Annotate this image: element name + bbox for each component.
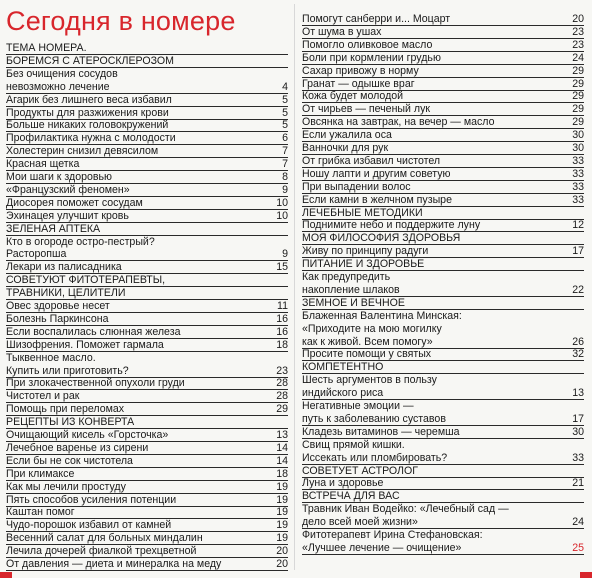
entry-title: «Лучшее лечение — очищение» (302, 541, 462, 554)
toc-entry[interactable] (6, 339, 288, 353)
page-number: 10 (276, 209, 288, 222)
toc-entry[interactable] (6, 494, 288, 508)
toc-entry[interactable] (302, 426, 584, 440)
entry-title: Живу по принципу радуги (302, 245, 429, 258)
entry-title: От чирьев — печеный лук (302, 103, 431, 116)
entry-title: Агарик без лишнего веса избавил (6, 93, 172, 106)
page-number: 24 (572, 51, 584, 64)
page-number: 12 (572, 219, 584, 232)
toc-entry[interactable] (302, 181, 584, 195)
entry-title-line: Кто в огороде остро-пестрый? (6, 235, 155, 248)
page-number: 19 (276, 480, 288, 493)
section-heading: ТРАВНИКИ, ЦЕЛИТЕЛИ (6, 287, 288, 301)
entry-title: От шума в ушах (302, 25, 382, 38)
toc-entry[interactable] (6, 107, 288, 121)
page-number: 29 (572, 116, 584, 129)
page-number: 20 (276, 545, 288, 558)
toc-entry[interactable] (302, 387, 584, 401)
toc-entry[interactable] (302, 194, 584, 208)
page-number: 14 (276, 441, 288, 454)
entry-title-line: Негативные эмоции — (302, 400, 414, 412)
toc-entry[interactable] (302, 336, 584, 350)
page-number: 10 (276, 196, 288, 209)
entry-title: Ванночки для рук (302, 142, 389, 154)
page-number: 9 (282, 248, 288, 261)
page-number: 13 (572, 387, 584, 400)
page-number: 33 (572, 180, 584, 193)
page-number: 29 (572, 90, 584, 103)
page-number: 23 (276, 364, 288, 377)
toc-entry[interactable] (6, 81, 288, 95)
page-number: 23 (572, 38, 584, 51)
entry-title: Продукты для разжижения крови (6, 106, 169, 119)
entry-title: При климаксе (6, 467, 75, 480)
toc-entry[interactable] (302, 245, 584, 259)
toc-entry[interactable] (302, 39, 584, 53)
page-number: 23 (572, 25, 584, 38)
entry-title: Эхинацея улучшит кровь (6, 209, 129, 222)
toc-entry[interactable] (6, 171, 288, 185)
page-number: 11 (277, 300, 288, 312)
toc-entry[interactable] (6, 506, 288, 520)
section-heading: ЗЕЛЕНАЯ АПТЕКА (6, 223, 288, 237)
corner-accent-right (580, 572, 592, 578)
entry-title-line: Шесть аргументов в пользу (302, 374, 437, 387)
page-number: 9 (282, 183, 288, 196)
toc-entry[interactable] (6, 94, 288, 108)
page-number: 33 (572, 167, 584, 180)
entry-title: как к живой. Всем помогу» (302, 335, 433, 348)
toc-entry[interactable] (6, 210, 288, 224)
entry-title: От грибка избавил чистотел (302, 154, 441, 167)
page-number: 30 (572, 129, 584, 142)
page-number: 20 (276, 558, 288, 570)
entry-title-line: Блаженная Валентина Минская: (302, 309, 462, 322)
entry-title: Лекари из палисадника (6, 261, 122, 274)
page-number: 7 (282, 158, 288, 171)
page-number: 29 (276, 403, 288, 416)
entry-title: Лечила дочерей фиалкой трехцветной (6, 545, 197, 558)
page-number: 21 (572, 477, 584, 490)
toc-entry[interactable] (302, 90, 584, 104)
page-number: 22 (572, 283, 584, 296)
entry-title: дело всей моей жизни» (302, 516, 418, 529)
entry-title: накопление шлаков (302, 283, 400, 296)
page-number: 7 (282, 145, 288, 158)
entry-title: Расторопша (6, 248, 67, 261)
entry-title: Мои шаги к здоровью (6, 171, 112, 183)
toc-entry[interactable] (302, 142, 584, 156)
toc-entry[interactable] (6, 132, 288, 146)
page-number: 33 (572, 193, 584, 206)
toc-entry[interactable] (6, 429, 288, 443)
page-number: 5 (282, 106, 288, 119)
entry-title: Купить или приготовить? (6, 364, 129, 377)
toc-entry[interactable] (302, 477, 584, 491)
page-number: 24 (572, 516, 584, 529)
page-number: 29 (572, 77, 584, 90)
entry-title: Весенний салат для больных миндалин (6, 532, 203, 545)
page-number: 15 (276, 261, 288, 274)
page-number: 20 (572, 13, 584, 25)
entry-title: При злокачественной опухоли груди (6, 377, 185, 390)
page-number: 13 (276, 429, 288, 441)
toc-entry[interactable] (6, 545, 288, 559)
toc-entry[interactable] (6, 442, 288, 456)
toc-entry[interactable] (302, 516, 584, 530)
page-number: 4 (282, 80, 288, 93)
entry-title: Холестерин снизил девясилом (6, 145, 159, 158)
entry-title-line: Травник Иван Водейко: «Лечебный сад — (302, 503, 509, 516)
toc-entry[interactable] (302, 78, 584, 92)
section-heading: СОВЕТУЕТ АСТРОЛОГ (302, 465, 584, 479)
toc-entry[interactable] (6, 365, 288, 379)
section-heading: ЗЕМНОЕ И ВЕЧНОЕ (302, 297, 584, 311)
page-number: 30 (572, 425, 584, 438)
entry-title: невозможно лечение (6, 80, 110, 93)
page-number: 18 (276, 467, 288, 480)
page-number: 5 (282, 119, 288, 132)
entry-title: Пять способов усиления потенции (6, 493, 177, 506)
toc-entry[interactable] (6, 145, 288, 159)
toc-entry[interactable] (6, 119, 288, 133)
toc-entry[interactable] (302, 65, 584, 79)
toc-entry[interactable] (302, 26, 584, 40)
entry-title-line: Свищ прямой кишки. (302, 438, 405, 451)
entry-title: Шизофрения. Поможет гармала (6, 338, 164, 351)
toc-entry[interactable] (302, 129, 584, 143)
corner-accent-left (0, 572, 12, 578)
toc-entry[interactable] (6, 455, 288, 469)
entry-title: При выпадении волос (302, 180, 411, 193)
page-number: 19 (276, 519, 288, 532)
page-number: 28 (276, 377, 288, 390)
entry-title: Как мы лечили простуду (6, 480, 126, 493)
toc-entry[interactable] (302, 542, 584, 556)
entry-title: Болезнь Паркинсона (6, 312, 109, 325)
page-number: 32 (572, 348, 584, 361)
entry-title-line: Как предупредить (302, 271, 391, 283)
column-divider (294, 4, 295, 570)
entry-title: Помогут санберри и... Моцарт (302, 13, 451, 25)
entry-title: Профилактика нужна с молодости (6, 132, 176, 145)
section-heading: БОРЕМСЯ С АТЕРОСКЛЕРОЗОМ (6, 55, 288, 69)
toc-entry[interactable] (302, 13, 584, 27)
toc-entry[interactable] (6, 403, 288, 417)
toc-entry[interactable] (6, 468, 288, 482)
page-number: 8 (282, 171, 288, 183)
toc-entry[interactable] (302, 155, 584, 169)
entry-title: путь к заболеванию суставов (302, 412, 446, 425)
page-number: 30 (572, 142, 584, 154)
entry-title: Кожа будет молодой (302, 90, 404, 103)
toc-entry[interactable] (6, 300, 288, 314)
entry-title: Чудо-порошок избавил от камней (6, 519, 172, 532)
entry-title: «Французский феномен» (6, 183, 130, 196)
section-heading: СОВЕТУЮТ ФИТОТЕРАПЕВТЫ, (6, 274, 288, 288)
entry-title: Если ужалила оса (302, 129, 392, 142)
toc-entry[interactable] (6, 313, 288, 327)
section-heading: ЛЕЧЕБНЫЕ МЕТОДИКИ (302, 207, 584, 221)
page-number: 28 (276, 390, 288, 403)
entry-title: Каштан помог (6, 506, 75, 519)
entry-title: Диосорея поможет сосудам (6, 196, 143, 209)
entry-title: Иссекать или пломбировать? (302, 451, 448, 464)
page-number: 19 (276, 493, 288, 506)
toc-entry[interactable] (6, 390, 288, 404)
toc-entry[interactable] (6, 532, 288, 546)
entry-title: Луна и здоровье (302, 477, 384, 490)
toc-entry[interactable] (6, 481, 288, 495)
page-number: 33 (572, 451, 584, 464)
entry-title: Лечебное варенье из сирени (6, 441, 149, 454)
section-heading: ВСТРЕЧА ДЛЯ ВАС (302, 490, 584, 504)
entry-title: Чистотел и рак (6, 390, 80, 403)
section-heading: РЕЦЕПТЫ ИЗ КОНВЕРТА (6, 416, 288, 430)
page-title: Сегодня в номере (6, 6, 236, 36)
entry-title: индийского риса (302, 387, 384, 400)
entry-title: Если бы не сок чистотела (6, 454, 133, 467)
section-heading: КОМПЕТЕНТНО (302, 361, 584, 375)
page-number: 26 (572, 335, 584, 348)
page-number: 5 (282, 93, 288, 106)
toc-entry[interactable] (6, 158, 288, 172)
entry-title: Сахар привожу в норму (302, 64, 419, 77)
entry-title: Помогло оливковое масло (302, 38, 433, 51)
toc-entry[interactable] (6, 248, 288, 262)
entry-title: От давления — диета и минералка на меду (6, 558, 222, 570)
page-number: 25 (572, 541, 584, 554)
entry-title: Боли при кормлении грудью (302, 51, 441, 64)
toc-entry[interactable] (302, 219, 584, 233)
toc-entry[interactable] (302, 452, 584, 466)
page-number: 33 (572, 154, 584, 167)
entry-title: Очищающий кисель «Горсточка» (6, 429, 169, 441)
page-number: 18 (276, 338, 288, 351)
toc-entry[interactable] (6, 558, 288, 572)
page-number: 29 (572, 64, 584, 77)
section-heading: МОЯ ФИЛОСОФИЯ ЗДОРОВЬЯ (302, 232, 584, 246)
section-heading: ТЕМА НОМЕРА. (6, 42, 288, 56)
entry-title: Овес здоровье несет (6, 300, 110, 312)
toc-entry[interactable] (302, 103, 584, 117)
page-number: 17 (572, 245, 584, 258)
toc-entry[interactable] (302, 116, 584, 130)
toc-entry[interactable] (302, 52, 584, 66)
toc-entry[interactable] (302, 348, 584, 362)
entry-title-line: «Приходите на мою могилку (302, 322, 442, 335)
entry-title-line: Тыквенное масло. (6, 351, 96, 364)
page-number: 16 (276, 325, 288, 338)
toc-entry[interactable] (6, 519, 288, 533)
entry-title: Помощь при переломах (6, 403, 125, 416)
page-number: 16 (276, 312, 288, 325)
section-heading: ПИТАНИЕ И ЗДОРОВЬЕ (302, 258, 584, 272)
page-number: 6 (282, 132, 288, 145)
toc-entry[interactable] (302, 413, 584, 427)
page-number: 17 (572, 412, 584, 425)
entry-title: Поднимите небо и поддержите луну (302, 219, 481, 232)
page-number: 29 (572, 103, 584, 116)
entry-title: Ношу лапти и другим советую (302, 167, 451, 180)
toc-entry[interactable] (6, 377, 288, 391)
toc-entry[interactable] (6, 184, 288, 198)
entry-title-line: Без очищения сосудов (6, 67, 118, 80)
page-number: 19 (276, 506, 288, 519)
entry-title: Гранат — одышке враг (302, 77, 415, 90)
toc-entry[interactable] (6, 197, 288, 211)
entry-title-line: Фитотерапевт Ирина Стефановская: (302, 529, 483, 541)
toc-entry[interactable] (6, 261, 288, 275)
entry-title: Просите помощи у святых (302, 348, 432, 361)
entry-title: Кладезь витаминов — черемша (302, 425, 460, 438)
page-number: 14 (276, 454, 288, 467)
entry-title: Красная щетка (6, 158, 80, 171)
toc-entry[interactable] (302, 284, 584, 298)
toc-entry[interactable] (302, 168, 584, 182)
entry-title: Если воспалилась слюнная железа (6, 325, 181, 338)
entry-title: Если камни в желчном пузыре (302, 193, 452, 206)
entry-title: Больше никаких головокружений (6, 119, 169, 132)
entry-title: Овсянка на завтрак, на вечер — масло (302, 116, 495, 129)
toc-entry[interactable] (6, 326, 288, 340)
page-number: 19 (276, 532, 288, 545)
